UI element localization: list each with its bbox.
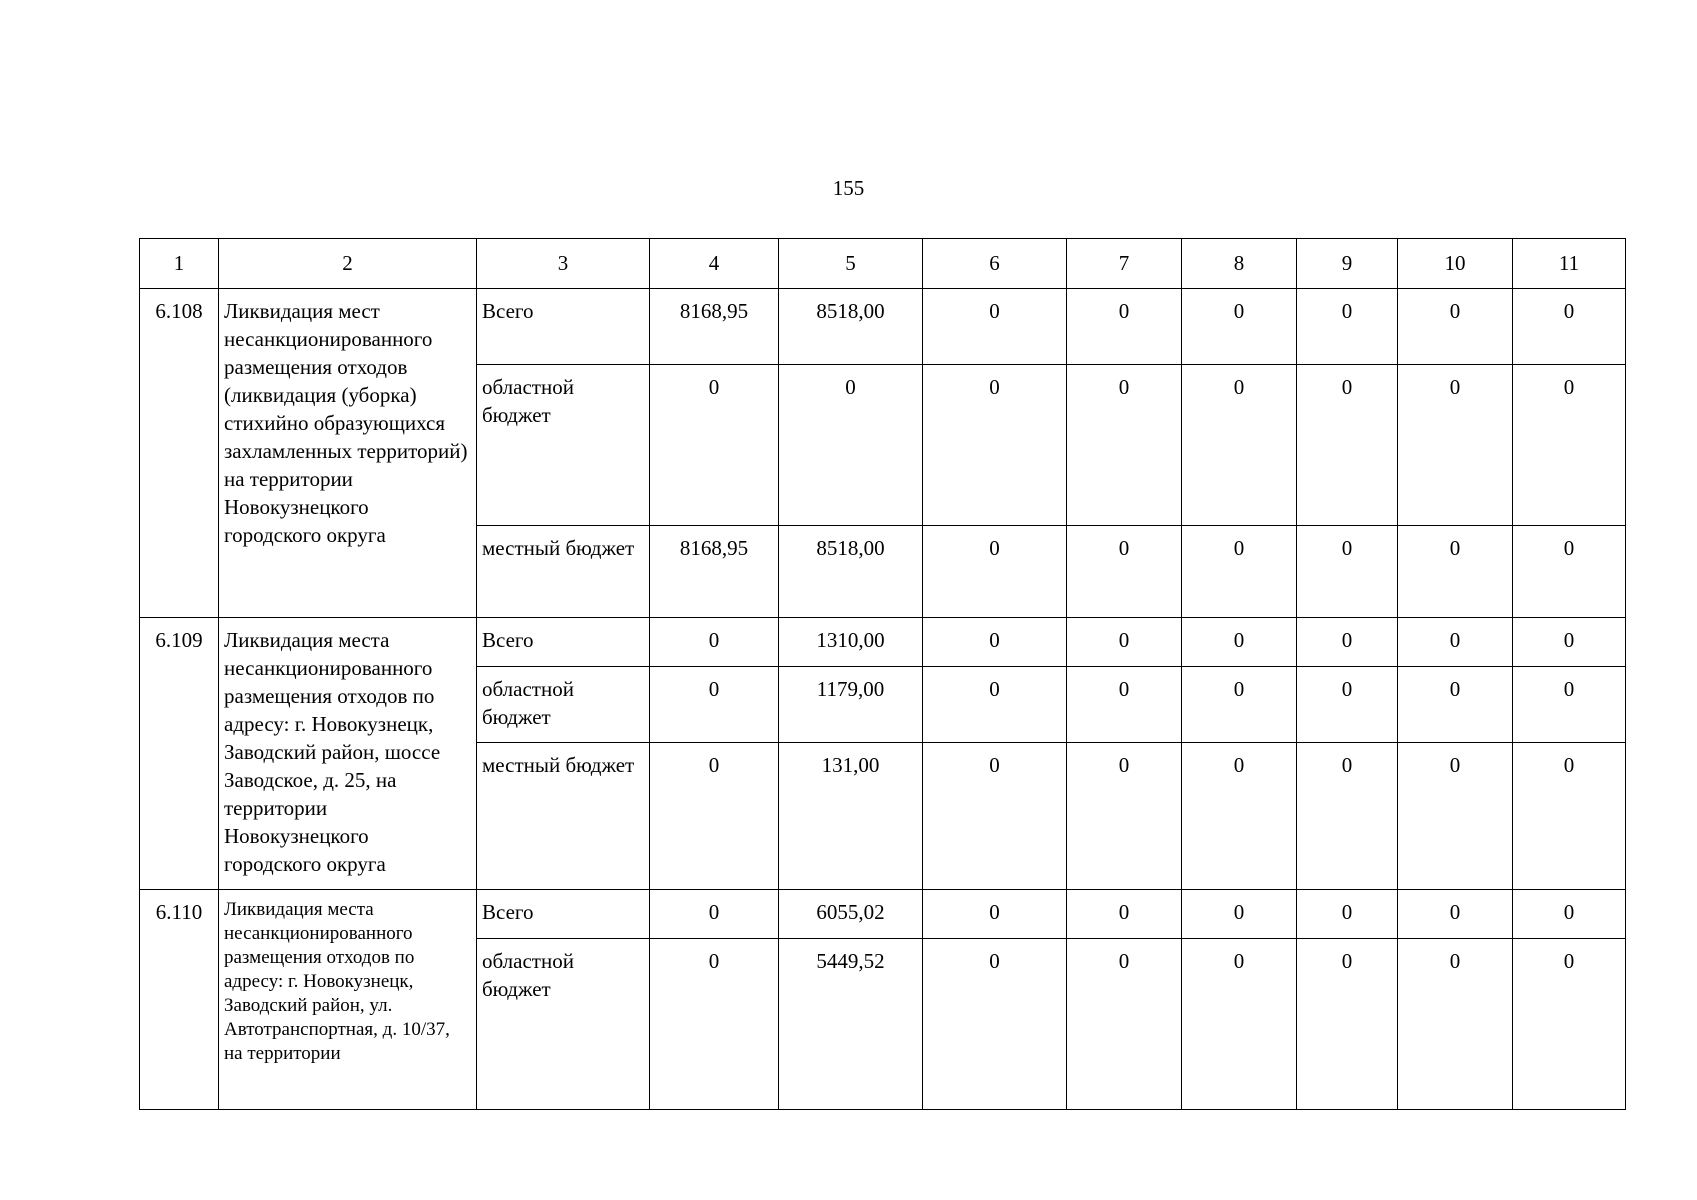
column-header: 4 bbox=[650, 239, 779, 289]
value-cell: 0 bbox=[923, 890, 1067, 939]
value-cell: 0 bbox=[923, 365, 1067, 526]
value-cell: 0 bbox=[650, 890, 779, 939]
value-cell: 0 bbox=[1513, 526, 1626, 618]
value-cell: 0 bbox=[1067, 526, 1182, 618]
value-cell: 0 bbox=[1398, 526, 1513, 618]
value-cell: 0 bbox=[1297, 939, 1398, 1110]
value-cell: 0 bbox=[1297, 667, 1398, 743]
column-header: 7 bbox=[1067, 239, 1182, 289]
value-cell: 0 bbox=[1513, 743, 1626, 890]
funding-source: областной бюджет bbox=[477, 365, 650, 526]
header-row bbox=[140, 239, 1626, 289]
value-cell: 0 bbox=[1067, 743, 1182, 890]
value-cell: 5449,52 bbox=[779, 939, 923, 1110]
value-cell: 0 bbox=[1067, 618, 1182, 667]
value-cell: 0 bbox=[1513, 289, 1626, 365]
value-cell: 0 bbox=[1513, 365, 1626, 526]
value-cell: 0 bbox=[923, 667, 1067, 743]
table-row bbox=[140, 618, 1626, 667]
item-number: 6.108 bbox=[140, 289, 219, 618]
value-cell: 1179,00 bbox=[779, 667, 923, 743]
column-header: 6 bbox=[923, 239, 1067, 289]
value-cell: 0 bbox=[1398, 743, 1513, 890]
value-cell: 0 bbox=[779, 365, 923, 526]
value-cell: 0 bbox=[1297, 890, 1398, 939]
value-cell: 6055,02 bbox=[779, 890, 923, 939]
table-row bbox=[140, 289, 1626, 365]
value-cell: 0 bbox=[1182, 365, 1297, 526]
column-header: 9 bbox=[1297, 239, 1398, 289]
value-cell: 0 bbox=[650, 743, 779, 890]
value-cell: 0 bbox=[1398, 890, 1513, 939]
value-cell: 0 bbox=[1182, 890, 1297, 939]
value-cell: 0 bbox=[1067, 365, 1182, 526]
value-cell: 0 bbox=[1297, 289, 1398, 365]
value-cell: 0 bbox=[650, 667, 779, 743]
value-cell: 0 bbox=[1067, 289, 1182, 365]
page-number: 155 bbox=[832, 176, 865, 200]
funding-source: областной бюджет bbox=[477, 939, 650, 1110]
item-name: Ликвидация места несанкционированного размещения отходов по адресу: г. Новокузнецк, Заводский район, шоссе Заводское, д. 25, на территории Новокузнецкого городского округа bbox=[219, 618, 477, 890]
value-cell: 0 bbox=[1182, 526, 1297, 618]
value-cell: 0 bbox=[1513, 939, 1626, 1110]
value-cell: 0 bbox=[1513, 618, 1626, 667]
funding-source: Всего bbox=[477, 890, 650, 939]
value-cell: 8518,00 bbox=[779, 289, 923, 365]
funding-source: местный бюджет bbox=[477, 743, 650, 890]
value-cell: 0 bbox=[650, 618, 779, 667]
column-header: 5 bbox=[779, 239, 923, 289]
item-number: 6.109 bbox=[140, 618, 219, 890]
column-header: 3 bbox=[477, 239, 650, 289]
value-cell: 0 bbox=[650, 939, 779, 1110]
funding-source: Всего bbox=[477, 618, 650, 667]
column-header: 2 bbox=[219, 239, 477, 289]
value-cell: 0 bbox=[1182, 939, 1297, 1110]
column-header: 11 bbox=[1513, 239, 1626, 289]
value-cell: 0 bbox=[1398, 618, 1513, 667]
value-cell: 0 bbox=[1398, 939, 1513, 1110]
budget-table bbox=[139, 238, 1626, 1110]
item-name: Ликвидация мест несанкционированного размещения отходов (ликвидация (уборка) стихийно образующихся захламленных территорий) на территории Новокузнецкого городского округа bbox=[219, 289, 477, 618]
value-cell: 0 bbox=[1398, 365, 1513, 526]
value-cell: 8518,00 bbox=[779, 526, 923, 618]
value-cell: 0 bbox=[1067, 939, 1182, 1110]
value-cell: 0 bbox=[923, 618, 1067, 667]
value-cell: 0 bbox=[1297, 618, 1398, 667]
value-cell: 0 bbox=[1182, 667, 1297, 743]
value-cell: 0 bbox=[923, 939, 1067, 1110]
value-cell: 8168,95 bbox=[650, 289, 779, 365]
value-cell: 0 bbox=[1182, 289, 1297, 365]
funding-source: местный бюджет bbox=[477, 526, 650, 618]
value-cell: 0 bbox=[650, 365, 779, 526]
item-name: Ликвидация места несанкционированного размещения отходов по адресу: г. Новокузнецк, Заводский район, ул. Автотранспортная, д. 10/37, на территории bbox=[219, 890, 477, 1110]
value-cell: 8168,95 bbox=[650, 526, 779, 618]
value-cell: 0 bbox=[1067, 667, 1182, 743]
funding-source: Всего bbox=[477, 289, 650, 365]
column-header: 8 bbox=[1182, 239, 1297, 289]
column-header: 10 bbox=[1398, 239, 1513, 289]
value-cell: 1310,00 bbox=[779, 618, 923, 667]
value-cell: 131,00 bbox=[779, 743, 923, 890]
value-cell: 0 bbox=[1398, 667, 1513, 743]
value-cell: 0 bbox=[1297, 526, 1398, 618]
value-cell: 0 bbox=[1398, 289, 1513, 365]
value-cell: 0 bbox=[1182, 743, 1297, 890]
item-number: 6.110 bbox=[140, 890, 219, 1110]
value-cell: 0 bbox=[1182, 618, 1297, 667]
value-cell: 0 bbox=[1067, 890, 1182, 939]
funding-source: областной бюджет bbox=[477, 667, 650, 743]
column-header: 1 bbox=[140, 239, 219, 289]
value-cell: 0 bbox=[1513, 667, 1626, 743]
value-cell: 0 bbox=[923, 526, 1067, 618]
table-row bbox=[140, 890, 1626, 939]
value-cell: 0 bbox=[923, 289, 1067, 365]
value-cell: 0 bbox=[1297, 365, 1398, 526]
value-cell: 0 bbox=[923, 743, 1067, 890]
value-cell: 0 bbox=[1297, 743, 1398, 890]
value-cell: 0 bbox=[1513, 890, 1626, 939]
